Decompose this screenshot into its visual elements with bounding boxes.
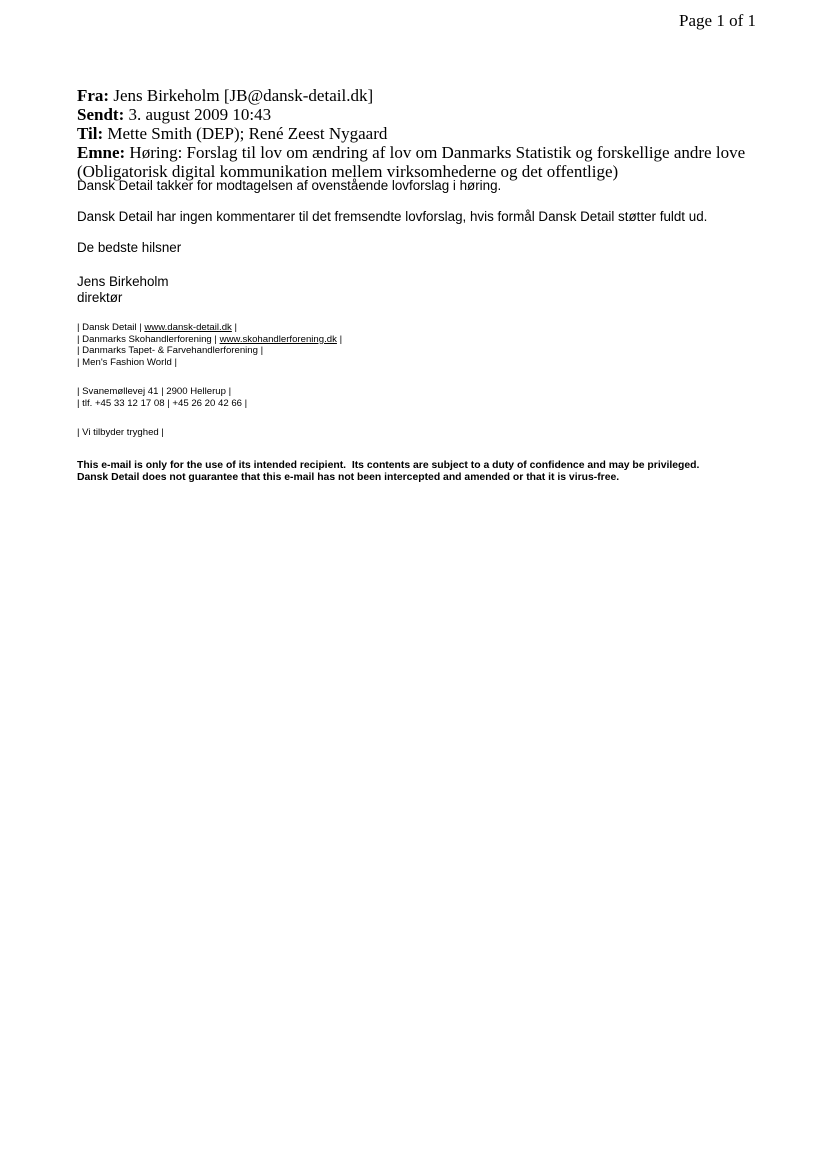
body-paragraph-2: Dansk Detail har ingen kommentarer til det fremsendte lovforslag, hvis formål Dansk Detail støtter fuldt ud. (77, 209, 708, 224)
sent-label: Sendt: (77, 105, 125, 124)
org-line-1-prefix: | Dansk Detail | (77, 322, 145, 333)
org-line-dansk-detail (77, 322, 797, 334)
sent-row (77, 105, 777, 124)
to-row (77, 124, 777, 143)
body-paragraph-1: Dansk Detail takker for modtagelsen af ovenstående lovforslag i høring. (77, 178, 502, 193)
from-value: Jens Birkeholm [JB@dansk-detail.dk] (113, 86, 374, 105)
org-line-mens-fashion: | Men's Fashion World | (77, 356, 177, 368)
email-body (77, 178, 797, 439)
page-number: Page 1 of 1 (679, 11, 756, 30)
to-label: Til: (77, 124, 104, 143)
sent-value: 3. august 2009 10:43 (128, 105, 272, 124)
subject-row (77, 143, 777, 181)
disclaimer (77, 460, 699, 484)
address-line: | Svanemøllevej 41 | 2900 Hellerup | (77, 386, 232, 397)
signature-title: direktør (77, 290, 123, 305)
org-line-skohandlerforening (77, 334, 797, 346)
signature-name: Jens Birkeholm (77, 274, 169, 289)
disclaimer-line-1: This e-mail is only for the use of its intended recipient. Its contents are subject to a duty of confidence and may be privileged. (77, 460, 700, 471)
org-line-2-suffix: | (336, 333, 343, 345)
skohandlerforening-link[interactable]: www.skohandlerforening.dk (219, 333, 337, 345)
slogan: | Vi tilbyder tryghed | (77, 427, 164, 438)
organizations-block (77, 322, 797, 368)
phone-line: | tlf. +45 33 12 17 08 | +45 26 20 42 66 | (77, 397, 248, 409)
contact-block (77, 386, 797, 409)
subject-label: Emne: (77, 143, 126, 162)
email-header (77, 86, 777, 181)
from-row (77, 86, 777, 105)
greeting: De bedste hilsner (77, 240, 182, 255)
dansk-detail-link[interactable]: www.dansk-detail.dk (144, 322, 232, 333)
subject-value: Høring: Forslag til lov om ændring af lov om Danmarks Statistik og forskellige andre love (Obligatorisk digital kommunikation mellem virksomhederne og det offentlige) (77, 143, 746, 181)
from-label: Fra: (77, 86, 110, 105)
org-line-2-prefix: | Danmarks Skohandlerforening | (77, 333, 220, 345)
org-line-1-suffix: | (231, 322, 237, 333)
to-value: Mette Smith (DEP); René Zeest Nygaard (107, 124, 388, 143)
disclaimer-line-2: Dansk Detail does not guarantee that this e-mail has not been intercepted and amended or that it is virus-free. (77, 472, 620, 483)
org-line-tapet: | Danmarks Tapet- & Farvehandlerforening | (77, 345, 264, 356)
